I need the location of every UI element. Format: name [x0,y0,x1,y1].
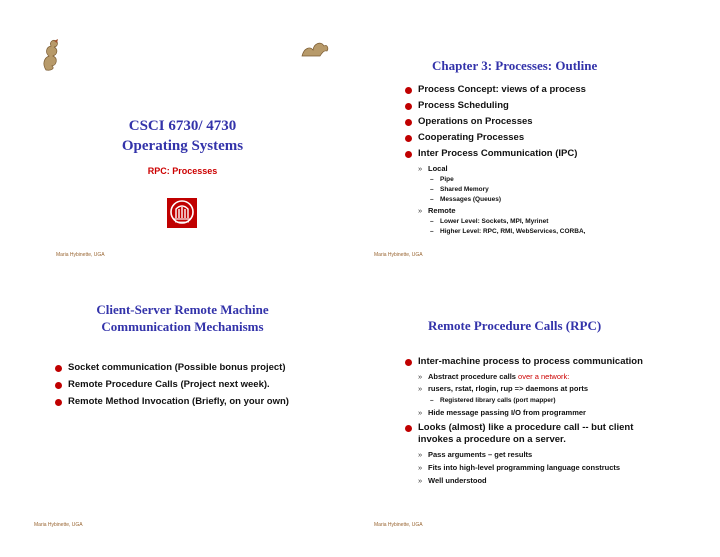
slide-subtitle: RPC: Processes [147,166,218,176]
list-item: – Pipe [430,175,679,184]
list-item: Process Scheduling [404,100,679,112]
list-item: » Pass arguments – get results [418,450,664,460]
slide-title: Chapter 3: Processes: Outline [432,58,598,73]
list-item: Inter-machine process to process communication [404,356,664,368]
list-item: – Lower Level: Sockets, MPI, Myrinet [430,217,679,226]
list-item: » Local [418,164,679,174]
outline-list [404,84,679,237]
slide-footer: Maria Hybinette, UGA [374,522,423,528]
list-item: » Fits into high-level programming language constructs [418,463,664,473]
list-item: Inter Process Communication (IPC) [404,148,679,160]
list-item: Operations on Processes [404,116,679,128]
list-item: Remote Method Invocation (Briefly, on your own) [54,396,344,408]
slide-title-line-2: Communication Mechanisms [101,319,264,334]
list-item [418,372,664,382]
slide-footer: Maria Hybinette, UGA [34,522,83,528]
highlight-text: over a network: [518,372,570,381]
course-number: CSCI 6730/ 4730 [128,118,237,134]
university-seal-icon [167,198,197,228]
list-item: » Remote [418,206,679,216]
dragon-logo-icon [40,38,62,72]
slide-rpc [360,290,685,535]
list-item-text: Abstract procedure calls [428,372,519,381]
list-item: » rusers, rstat, rlogin, rup => daemons at ports [418,384,664,394]
slide-footer: Maria Hybinette, UGA [56,252,105,258]
slide-outline [360,20,685,265]
slide-title-line-1: Client-Server Remote Machine [96,302,269,317]
list-item: Socket communication (Possible bonus project) [54,362,344,374]
list-item: Remote Procedure Calls (Project next week). [54,379,344,391]
slide-title: Remote Procedure Calls (RPC) [428,318,602,333]
list-item: » Well understood [418,476,664,486]
rpc-list [404,356,664,489]
list-item: » Hide message passing I/O from programmer [418,408,664,418]
slide-title [20,20,345,265]
list-item: – Registered library calls (port mapper) [430,396,664,405]
course-title: Operating Systems [121,138,244,154]
list-item: – Shared Memory [430,185,679,194]
list-item: Process Concept: views of a process [404,84,679,96]
list-item: – Higher Level: RPC, RMI, WebServices, CORBA, [430,227,679,236]
dragon-logo-icon [300,38,330,58]
list-item: Cooperating Processes [404,132,679,144]
slide-footer: Maria Hybinette, UGA [374,252,423,258]
slide-mechanisms [20,290,345,535]
list-item: – Messages (Queues) [430,195,679,204]
list-item: Looks (almost) like a procedure call -- but client invokes a procedure on a server. [404,422,664,446]
mechanism-list [54,362,344,413]
